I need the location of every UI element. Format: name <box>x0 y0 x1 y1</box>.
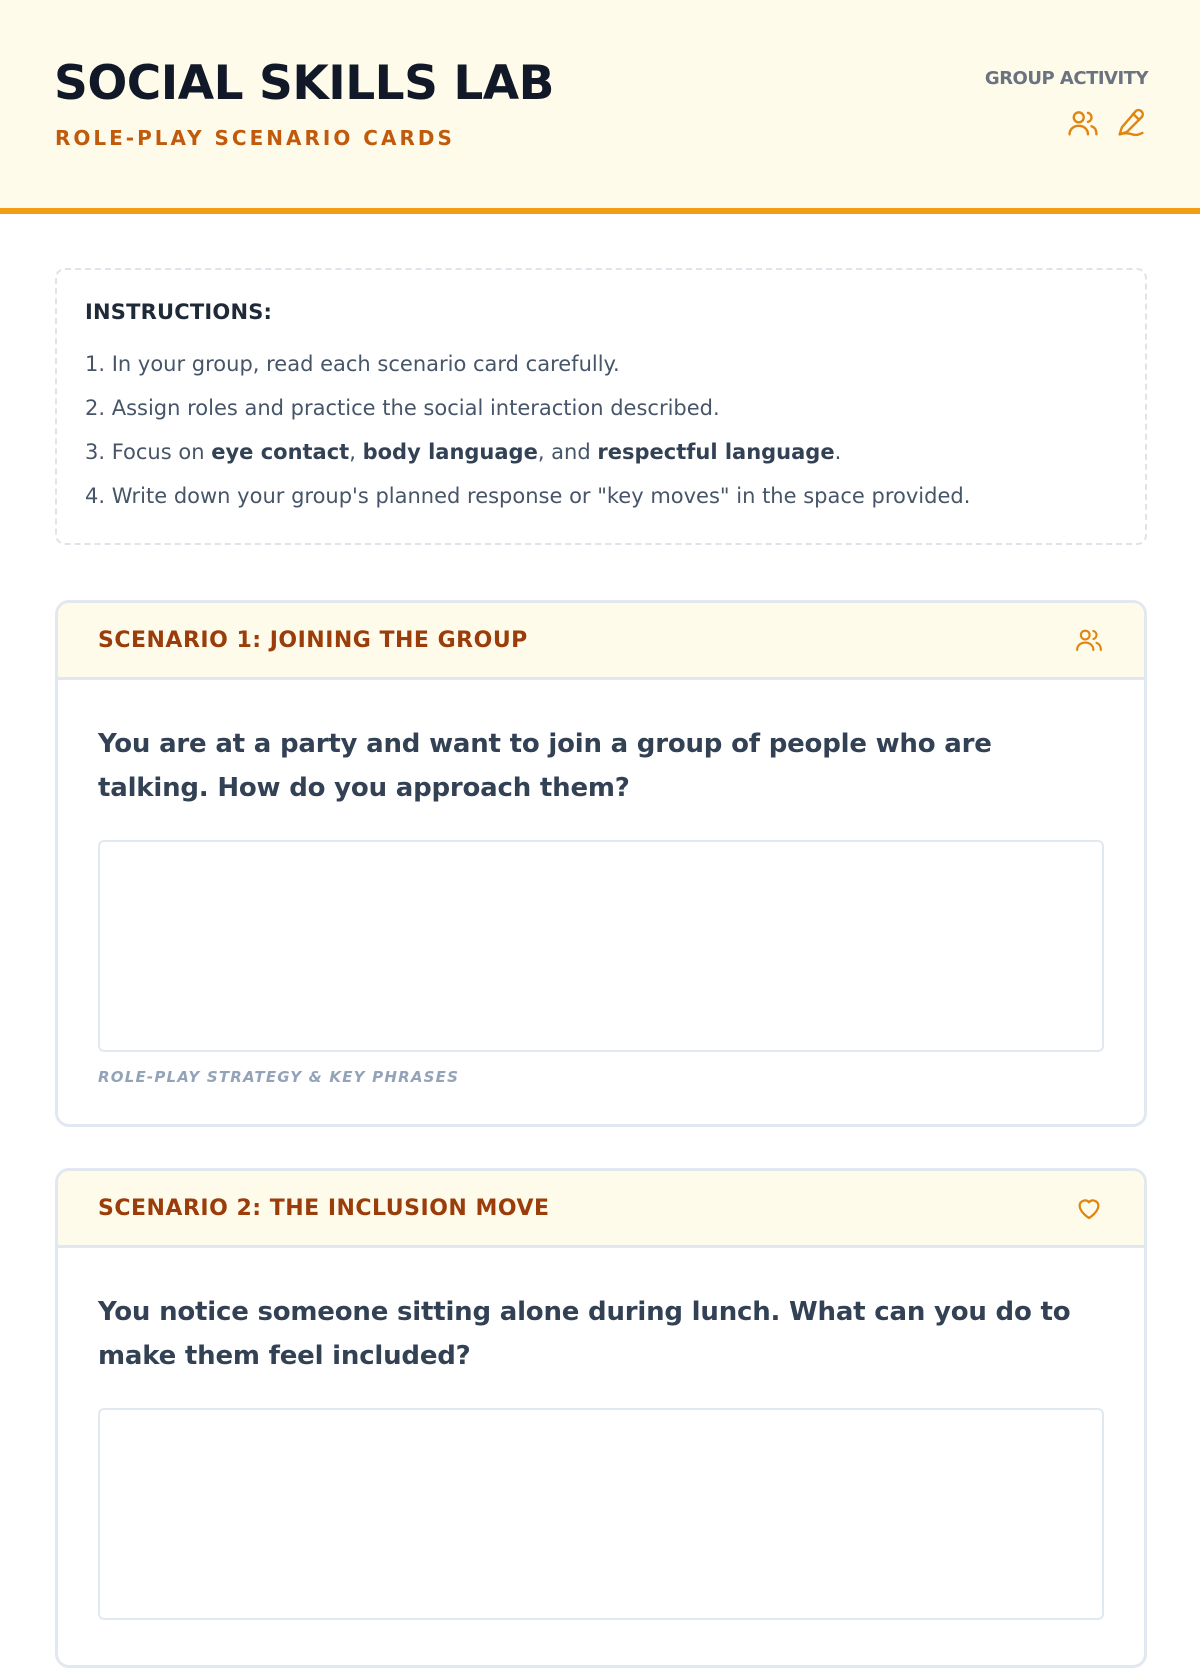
scenario-card-1 <box>55 600 1147 1127</box>
response-writing-area[interactable] <box>98 1408 1104 1620</box>
instructions-panel <box>55 268 1147 545</box>
heart-icon <box>1074 1193 1104 1223</box>
scenario-prompt: You notice someone sitting alone during lunch. What can you do to make them feel included? <box>98 1297 1071 1371</box>
scenario-card-header <box>58 1171 1144 1248</box>
instruction-step-3 <box>85 430 1117 474</box>
instruction-step-1: 1. In your group, read each scenario card carefully. <box>85 352 620 376</box>
scenario-prompt: You are at a party and want to join a group of people who are talking. How do you approach them? <box>98 729 992 803</box>
instruction-step-3-prefix: 3. Focus on <box>85 440 212 464</box>
scenario-card-2 <box>55 1168 1147 1668</box>
emphasis-eye-contact: eye contact <box>211 440 350 464</box>
instruction-step-4: 4. Write down your group's planned response or "key moves" in the space provided. <box>85 484 971 508</box>
scenario-card-header <box>58 603 1144 680</box>
pen-icon <box>1114 106 1148 140</box>
page-title: SOCIAL SKILLS LAB <box>54 56 554 111</box>
header-icons <box>1066 106 1148 140</box>
page-header <box>0 0 1200 214</box>
emphasis-respectful-language: respectful language <box>597 440 835 464</box>
instruction-step-3-suffix: . <box>834 440 842 464</box>
response-writing-area[interactable] <box>98 840 1104 1052</box>
instruction-step-3-sep1: , <box>349 440 363 464</box>
emphasis-body-language: body language <box>362 440 538 464</box>
instructions-title: INSTRUCTIONS: <box>85 300 273 324</box>
response-area-label: ROLE-PLAY STRATEGY & KEY PHRASES <box>98 1068 460 1086</box>
scenario-title: SCENARIO 1: JOINING THE GROUP <box>98 627 528 653</box>
scenario-title: SCENARIO 2: THE INCLUSION MOVE <box>98 1195 550 1221</box>
instruction-step-2: 2. Assign roles and practice the social interaction described. <box>85 396 720 420</box>
instruction-step-3-sep2: , and <box>537 440 598 464</box>
page-subtitle: ROLE-PLAY SCENARIO CARDS <box>55 126 455 150</box>
activity-label: GROUP ACTIVITY <box>984 68 1148 89</box>
users-icon <box>1074 625 1104 655</box>
users-icon <box>1066 106 1100 140</box>
